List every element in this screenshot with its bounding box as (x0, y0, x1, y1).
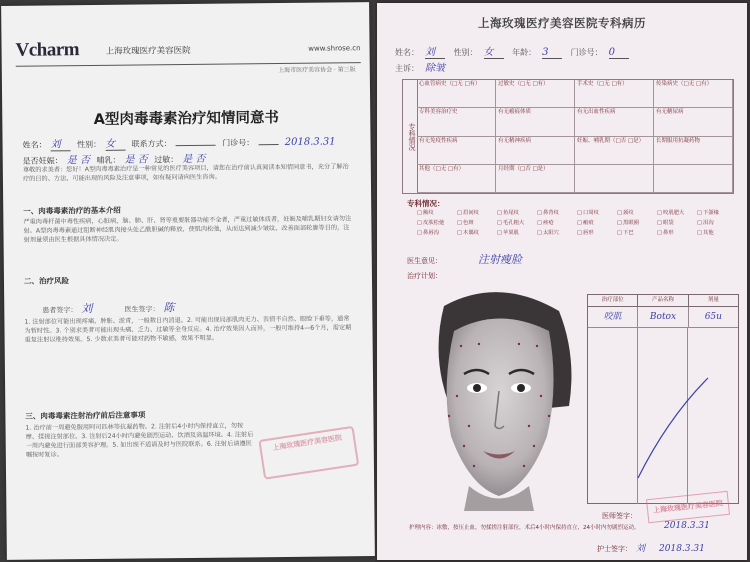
table-cell: Botox (638, 307, 688, 327)
intro-paragraph: 尊敬的求美者：您好！A型肉毒毒素治疗是一种常见的医疗美容项目，请您在治疗前认真阅读本知情同意书，充分了解治疗的目的、方法、可能出现的风险及注意事项，如有疑问请向医生咨询。 (22, 163, 349, 183)
rec-doctor-date: 2018.3.31 (664, 521, 710, 531)
section-2-title: 二、治疗风险 (23, 276, 70, 286)
rec-gender-value: 女 (484, 43, 504, 59)
table-header-cell: 治疗部位 (588, 295, 638, 306)
history-cell (654, 165, 733, 193)
specialty-checkbox-item[interactable]: □ 眼袋 (657, 218, 697, 226)
specialty-checkbox-item[interactable]: □ 木偶纹 (457, 228, 497, 236)
specialty-checkbox-item[interactable]: □ 鼻形 (657, 228, 697, 236)
record-value (258, 144, 278, 145)
specialty-checkbox-item[interactable]: □ 口周纹 (577, 208, 617, 216)
record-stamp: 上海玫瑰医疗美容医院 (646, 491, 730, 523)
history-cell: 有无精神疾病 (496, 137, 575, 165)
rec-age-label: 年龄： (512, 48, 537, 57)
name-label: 姓名： (22, 140, 47, 150)
phone-value (176, 145, 216, 146)
header-sub-tag: 上海市医疗美容协会 · 第三版 (278, 66, 356, 75)
face-illustration (409, 286, 589, 511)
table-header-cell: 剂量 (707, 297, 719, 303)
section-1-text: 严重肉毒杆菌中毒性疾病，心脏病，脑、肺、肝、肾等重要脏器功能不全者，严重过敏体质者，妊娠及哺乳期妇女请勿注射。A型肉毒毒素通过阻断神经肌肉接头处乙酰胆碱的释放，使肌肉松弛，从而达到减少皱纹、改善面部轮廓等目的，注射剂量须由医生根据具体情况决定。 (23, 215, 352, 244)
history-cell: 有无糖尿病 (654, 108, 733, 136)
rec-gender-label: 性别： (453, 48, 478, 57)
specialty-checkbox-item[interactable]: □ 瘢痕 (577, 218, 617, 226)
face-diagram (409, 286, 589, 511)
rec-age-value: 3 (542, 47, 562, 59)
history-cell (575, 165, 654, 193)
history-cell: 妊娠、哺乳期（□否 □是） (575, 137, 654, 165)
specialty-checkbox-item[interactable]: □ 苹果肌 (497, 228, 537, 236)
specialty-checkbox-item[interactable]: □ 颈纹 (617, 208, 657, 216)
treatment-table-header (588, 295, 738, 307)
specialty-checkbox-item[interactable]: □ 鼻唇沟 (417, 228, 457, 236)
rec-record-label: 门诊号： (570, 48, 603, 57)
specialty-checkbox-item[interactable]: □ 痤疮 (537, 218, 577, 226)
gender-label: 性别： (77, 139, 102, 150)
history-grid (417, 80, 733, 193)
history-cell: 专科美容治疗史 (417, 108, 496, 136)
pregnant-label: 是否妊娠： (22, 156, 63, 166)
doctor-signature: 陈 (163, 301, 175, 315)
treatment-table (587, 294, 739, 504)
specialty-checkbox-item[interactable]: □ 额纹 (417, 208, 457, 216)
treatment-table-row (588, 307, 738, 328)
specialty-checkbox-item[interactable]: □ 下巴 (617, 228, 657, 236)
history-cell: 长期服用抗凝药物 (654, 137, 733, 165)
specialty-checkbox-item[interactable]: □ 泪沟 (697, 218, 737, 226)
opinion-label: 医生意见： (407, 257, 442, 265)
history-cell: 心血管病史（□无 □有） (417, 80, 496, 108)
section-3-text: 1. 治疗前一周避免服用阿司匹林等抗凝药物。2. 注射后4小时内保持直立，勿按摩、揉搓注射部位。3. 注射后24小时内避免剧烈运动、饮酒及高温环境。4. 注射后一周内避免进行面部美容护理。5. 如出现不适请及时与医院联系。6. 注射后请遵医嘱按时复诊。 (25, 422, 254, 459)
consent-date: 2018.3.31 (284, 136, 336, 148)
history-cell: 其他（□无 □有） (417, 165, 496, 193)
specialty-checkbox-item[interactable]: □ 皮肤松弛 (417, 218, 457, 226)
doctor-opinion-row (407, 251, 522, 267)
medical-record-sheet (377, 3, 747, 560)
medical-history-table (402, 79, 734, 194)
specialty-label: 专科情况： (407, 199, 445, 208)
history-cell: 过敏史（□无 □有） (496, 80, 575, 108)
history-cell: 有无瘢痕体质 (496, 108, 575, 136)
specialty-checkbox-item[interactable]: □ 眉间纹 (457, 208, 497, 216)
record-label: 门诊号： (222, 138, 255, 148)
patient-sign-label: 患者签字： (42, 306, 78, 315)
strike-line (588, 328, 738, 504)
table-cell: 咬肌 (588, 307, 638, 327)
medical-record-photo (375, 0, 750, 562)
specialty-checkbox-item[interactable]: □ 鱼尾纹 (497, 208, 537, 216)
table-header-cell: 产品名称 (638, 295, 688, 306)
specialty-checkbox-item[interactable]: □ 唇形 (577, 228, 617, 236)
nurse-sign-row (597, 541, 715, 554)
history-cell: 传染病史（□无 □有） (654, 80, 733, 108)
nurse-signature: 刘 (636, 544, 646, 554)
specialty-checkbox-item[interactable]: □ 毛孔粗大 (497, 218, 537, 226)
specialty-checkbox-item[interactable]: □ 太阳穴 (537, 228, 577, 236)
signature-line (42, 299, 204, 317)
nursing-note: 护理内容：冰敷，按压止血，勿揉搓注射部位，术后4小时内保持直立，24小时内勿剧烈运动。 (409, 525, 640, 531)
consent-title: A型肉毒毒素治疗知情同意书 (93, 110, 279, 128)
specialty-checkbox-item[interactable]: □ 黑眼圈 (617, 218, 657, 226)
reaction-label: 过敏： (154, 155, 179, 165)
specialty-checkbox-item[interactable]: □ 咬肌肥大 (657, 208, 697, 216)
section-2-text: 1. 注射部位可能出现疼痛、肿胀、淤青，一般数日内消退。2. 可能出现局部肌肉无力、表情不自然、眼睑下垂等，通常为暂时性。3. 个别求美者可能出现头痛、乏力、过敏等全身反应。4. 治疗效果因人而异，一般可维持4—6个月，需定期重复注射以维持效果。5. 少数求美者可能对药物不敏感，效果不明显。 (24, 315, 352, 344)
history-cell: 有无出血性疾病 (575, 108, 654, 136)
chief-complaint-row (395, 59, 451, 74)
chief-label: 主诉： (395, 64, 419, 73)
history-side-label: 专科情况 (403, 80, 418, 193)
hospital-name: 上海玫瑰医疗美容医院 (105, 45, 191, 57)
hospital-website: www.shrose.cn (308, 44, 361, 53)
history-cell: 月经期（□否 □是） (496, 165, 575, 193)
specialty-checkbox-item[interactable]: □ 色斑 (457, 218, 497, 226)
section-1-title: 一、肉毒毒素治疗的基本介绍 (23, 205, 121, 216)
specialty-checkbox-item[interactable]: □ 下颌缘 (697, 208, 737, 216)
gender-value: 女 (105, 135, 125, 151)
consent-form-sheet (1, 2, 375, 560)
hospital-stamp: 上海玫瑰医疗美容医院 (258, 426, 359, 480)
record-title: 上海玫瑰医疗美容医院专科病历 (478, 16, 646, 30)
phone-label: 联系方式： (131, 139, 172, 149)
treatment-table-body (588, 328, 738, 504)
treatment-plan-label: 治疗计划： (407, 272, 442, 280)
opinion-value: 注射瘦脸 (478, 253, 522, 266)
pregnant-value: 是 否 (66, 155, 90, 167)
specialty-checkbox-item[interactable]: □ 其他 (697, 228, 737, 236)
table-cell: 65u (704, 312, 722, 322)
doctor-sign-label: 医生签字： (124, 305, 160, 314)
nurse-sign-label: 护士签字： (597, 545, 632, 553)
consent-header (15, 32, 360, 66)
record-info-row (395, 43, 635, 59)
breastfeed-label: 哺乳： (96, 155, 121, 165)
nurse-date: 2018.3.31 (659, 544, 705, 554)
history-cell: 手术史（□无 □有） (575, 80, 654, 108)
section-3-title: 三、肉毒毒素注射治疗前后注意事项 (25, 410, 146, 421)
name-value: 刘 (50, 135, 70, 151)
chief-value: 除皱 (425, 63, 445, 74)
breastfeed-value: 是 否 (124, 154, 148, 166)
rec-doctor-sign-label: 医师签字： (602, 512, 637, 520)
rec-name-value: 刘 (425, 43, 445, 59)
rec-name-label: 姓名： (395, 48, 419, 57)
rec-record-value: 0 (609, 47, 629, 59)
history-cell: 有无免疫性疾病 (417, 137, 496, 165)
specialty-checkbox-item[interactable]: □ 鼻背纹 (537, 208, 577, 216)
specialty-checklist (417, 208, 737, 236)
patient-signature: 刘 (81, 302, 93, 316)
vcharm-logo: Vcharm (15, 39, 80, 61)
reaction-value: 是 否 (182, 153, 206, 166)
